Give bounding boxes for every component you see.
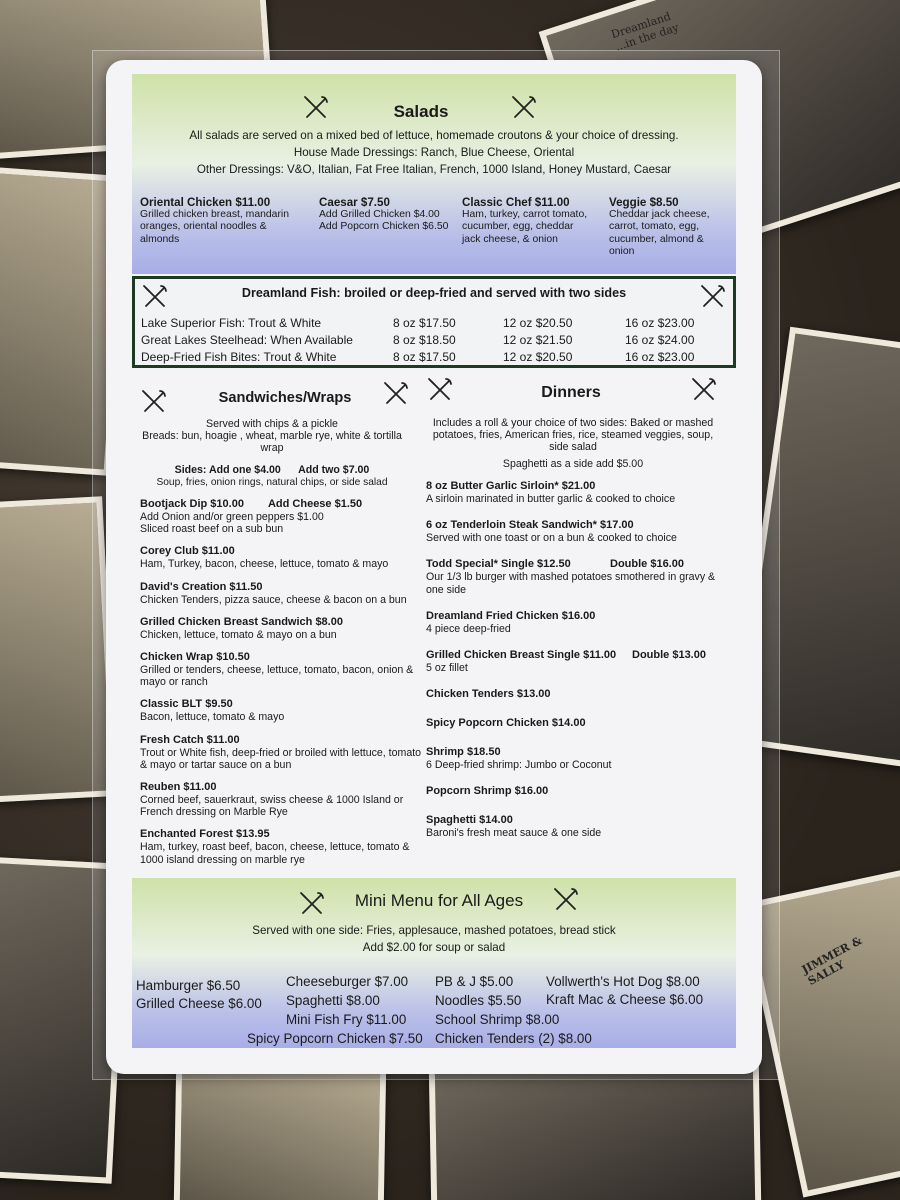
mini-menu-item: Spaghetti $8.00 [286,993,380,1008]
salad-desc: Grilled chicken breast, mandarin oranges, oriental noodles & almonds [140,209,290,245]
salad-name: Oriental Chicken $11.00 [140,196,271,209]
fish-title: Dreamland Fish: broiled or deep-fried and served with two sides [241,286,627,300]
mini-menu-item: Spicy Popcorn Chicken $7.50 [247,1031,423,1046]
list-item: 8 oz Butter Garlic Sirloin* $21.00 A sirloin marinated in butter garlic & cooked to choice [426,480,676,505]
list-item: Reuben $11.00 Corned beef, sauerkraut, swiss cheese & 1000 Island or French dressing on Marble Rye [140,781,404,819]
photo-caption: Dreamland ...in the day [609,9,681,54]
fish-price-8oz: 8 oz $17.50 [393,350,456,364]
fork-knife-icon [510,94,538,122]
fish-name: Great Lakes Steelhead: When Available [141,333,353,347]
salad-item [609,196,719,259]
other-dressings: Other Dressings: V&O, Italian, Fat Free Italian, French, 1000 Island, Honey Mustard, Caesar [196,163,672,176]
mini-menu-item: PB & J $5.00 [435,974,514,989]
fish-price-12oz: 12 oz $20.50 [503,316,573,330]
salad-item [319,196,469,234]
list-item: Popcorn Shrimp $16.00 [426,785,549,798]
fish-section [132,276,736,368]
mini-menu-title: Mini Menu for All Ages [354,891,524,910]
list-item: David's Creation $11.50 Chicken Tenders, pizza sauce, cheese & bacon on a bun [140,580,407,606]
fish-price-8oz: 8 oz $18.50 [393,333,456,347]
mini-menu-item: Kraft Mac & Cheese $6.00 [546,992,704,1007]
fish-name: Lake Superior Fish: Trout & White [141,316,322,330]
salad-name: Veggie $8.50 [609,196,679,209]
salad-desc: Cheddar jack cheese, carrot, tomato, egg, cucumber, almond & onion [609,209,710,258]
menu-card [106,60,762,1074]
mini-menu-item: Hamburger $6.50 [136,978,241,993]
sandwiches-title: Sandwiches/Wraps [218,390,352,406]
fish-name: Deep-Fried Fish Bites: Trout & White [141,350,337,364]
salad-name: Caesar $7.50 [319,196,390,209]
mini-menu-item: School Shrimp $8.00 [435,1012,560,1027]
mini-menu-item: Grilled Cheese $6.00 [136,996,262,1011]
sandwiches-sides-list: Soup, fries, onion rings, natural chips, or side salad [156,477,388,488]
fork-knife-icon [426,376,454,404]
mini-menu-item: Chicken Tenders (2) $8.00 [435,1031,592,1046]
sandwiches-sides-prices: Sides: Add one $4.00 Add two $7.00 [174,464,370,476]
fork-knife-icon [140,388,168,416]
mini-menu-served: Served with one side: Fries, applesauce, mashed potatoes, bread stick [252,924,616,937]
fork-knife-icon [699,283,727,311]
list-item: Chicken Tenders $13.00 [426,688,551,701]
house-dressings: House Made Dressings: Ranch, Blue Cheese, Oriental [293,146,575,159]
mini-menu-soup: Add $2.00 for soup or salad [362,941,506,954]
dinners-spaghetti-side: Spaghetti as a side add $5.00 [502,458,644,470]
list-item: Shrimp $18.50 6 Deep-fried shrimp: Jumbo or Coconut [426,746,612,772]
dinners-intro: Includes a roll & your choice of two sides: Baked or mashed potatoes, fries, American fries, rice, steamed veggies, soup, side salad [432,417,714,454]
mini-menu-item: Vollwerth's Hot Dog $8.00 [546,974,700,989]
fish-price-16oz: 16 oz $23.00 [625,316,695,330]
salad-desc: Ham, turkey, carrot tomato, cucumber, egg, cheddar jack cheese, & onion [462,209,588,245]
list-item: 6 oz Tenderloin Steak Sandwich* $17.00 Served with one toast or on a bun & cooked to choice [426,519,677,545]
fork-knife-icon [141,283,169,311]
fish-price-16oz: 16 oz $24.00 [625,333,695,347]
list-item: Fresh Catch $11.00 Trout or White fish, deep-fried or broiled with lettuce, tomato & mayo or tartar sauce on a bun [140,733,422,771]
list-item: Spaghetti $14.00 Baroni's fresh meat sauce & one side [426,814,602,840]
fish-price-12oz: 12 oz $21.50 [503,333,573,347]
list-item: Enchanted Forest $13.95 Ham, turkey, roast beef, bacon, cheese, lettuce, tomato & 1000 island dressing on marble rye [140,828,410,866]
salad-name: Classic Chef $11.00 [462,196,570,209]
list-item: Corey Club $11.00 Ham, Turkey, bacon, cheese, lettuce, tomato & mayo [140,545,389,571]
mini-menu-item: Cheeseburger $7.00 [286,974,409,989]
list-item: Dreamland Fried Chicken $16.00 4 piece deep-fried [426,609,596,635]
mini-menu-item: Mini Fish Fry $11.00 [286,1012,407,1027]
sandwiches-list [140,498,422,876]
mini-menu-item: Noodles $5.50 [435,993,522,1008]
list-item: Todd Special* Single $12.50 Double $16.00 Our 1/3 lb burger with mashed potatoes smothered in gravy & one side [426,558,716,596]
fish-price-8oz: 8 oz $17.50 [393,316,456,330]
list-item: Bootjack Dip $10.00 Add Cheese $1.50 Add Onion and/or green peppers $1.00 Sliced roast beef on a sub bun [140,498,363,536]
fork-knife-icon [690,376,718,404]
fork-knife-icon [302,94,330,122]
list-item: Chicken Wrap $10.50 Grilled or tenders, cheese, lettuce, tomato, bacon, onion & mayo or ranch [140,651,414,689]
salad-item [462,196,590,246]
list-item: Classic BLT $9.50 Bacon, lettuce, tomato & mayo [140,698,285,724]
fork-knife-icon [382,380,410,408]
salad-desc: Add Grilled Chicken $4.00 Add Popcorn Chicken $6.50 [319,209,449,233]
fish-price-16oz: 16 oz $23.00 [625,350,695,364]
fork-knife-icon [298,890,326,918]
salad-item [140,196,290,246]
list-item: Grilled Chicken Breast Sandwich $8.00 Chicken, lettuce, tomato & mayo on a bun [140,615,343,641]
fish-price-12oz: 12 oz $20.50 [503,350,573,364]
salads-title: Salads [393,102,449,121]
photo-caption: JIMMER & SALLY [799,934,865,988]
sandwiches-served: Served with chips & a pickle [206,418,338,430]
dinners-title: Dinners [541,384,601,401]
list-item: Grilled Chicken Breast Single $11.00 Double $13.00 5 oz fillet [426,649,706,675]
list-item: Spicy Popcorn Chicken $14.00 [426,717,586,730]
dinners-list [426,480,726,850]
salads-intro: All salads are served on a mixed bed of lettuce, homemade croutons & your choice of dressing. [189,129,679,142]
fork-knife-icon [552,886,580,914]
sandwiches-breads: Breads: bun, hoagie , wheat, marble rye, white & tortilla wrap [142,430,402,455]
